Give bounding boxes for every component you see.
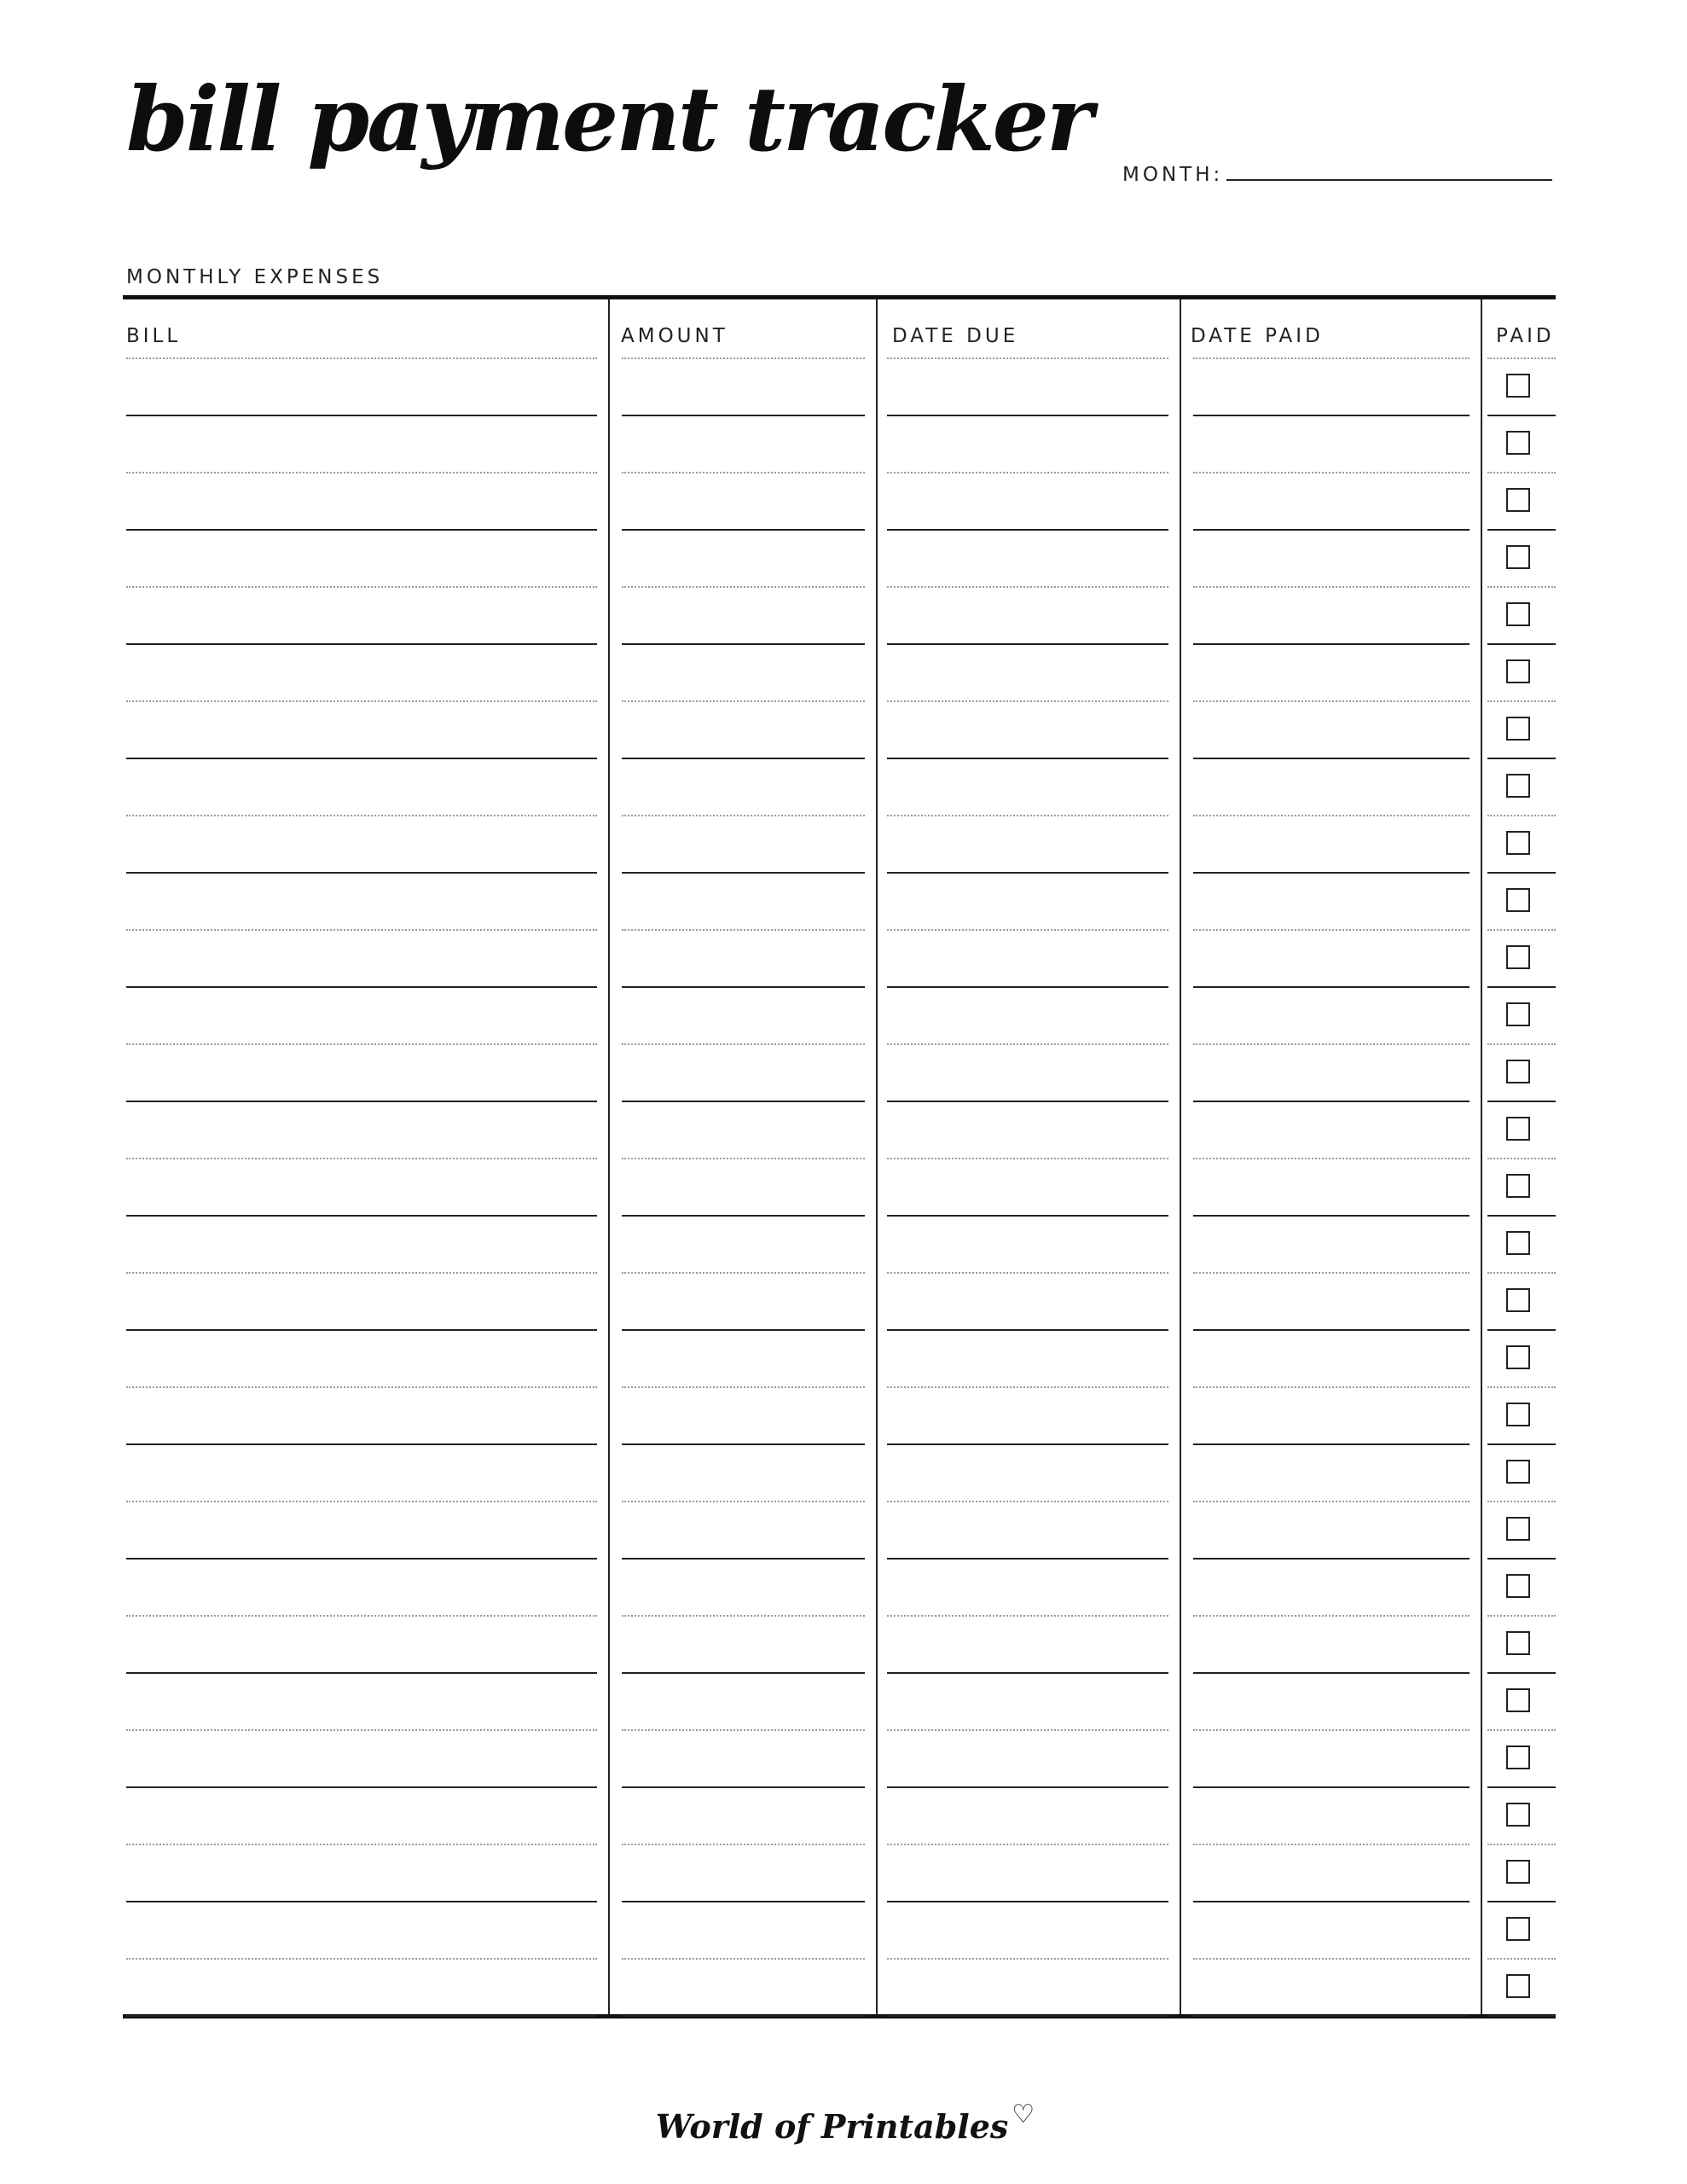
writing-line bbox=[126, 1215, 597, 1217]
dotted-guide-line bbox=[1487, 1615, 1556, 1617]
writing-line bbox=[622, 758, 865, 759]
dotted-guide-line bbox=[126, 700, 597, 702]
paid-checkbox[interactable] bbox=[1506, 1345, 1530, 1369]
dotted-guide-line bbox=[1487, 586, 1556, 588]
writing-line bbox=[1193, 529, 1470, 531]
writing-line bbox=[887, 1672, 1168, 1674]
dotted-guide-line bbox=[1487, 1272, 1556, 1274]
writing-line bbox=[1193, 1901, 1470, 1902]
writing-line bbox=[622, 1786, 865, 1788]
writing-line bbox=[887, 1101, 1168, 1102]
dotted-guide-line bbox=[126, 815, 597, 816]
heart-outline-icon: ♡ bbox=[1012, 2100, 1035, 2129]
writing-line bbox=[622, 1443, 865, 1445]
dotted-guide-line bbox=[1487, 1158, 1556, 1159]
paid-checkbox[interactable] bbox=[1506, 831, 1530, 855]
footer-brand-text: World of Printables bbox=[655, 2107, 1009, 2146]
writing-line bbox=[126, 872, 597, 874]
dotted-guide-line bbox=[1193, 815, 1470, 816]
dotted-guide-line bbox=[1487, 1958, 1556, 1960]
writing-line bbox=[1193, 872, 1470, 874]
writing-line bbox=[622, 1672, 865, 1674]
writing-line bbox=[887, 1329, 1168, 1331]
paid-checkbox[interactable] bbox=[1506, 888, 1530, 912]
writing-line bbox=[1193, 986, 1470, 988]
page-title: bill payment tracker bbox=[126, 67, 1091, 171]
dotted-guide-line bbox=[1193, 1958, 1470, 1960]
dotted-guide-line bbox=[622, 357, 865, 359]
writing-line bbox=[126, 1101, 597, 1102]
paid-checkbox[interactable] bbox=[1506, 659, 1530, 683]
writing-line bbox=[887, 529, 1168, 531]
expenses-table bbox=[123, 295, 1556, 2018]
dotted-guide-line bbox=[126, 1272, 597, 1274]
section-label: MONTHLY EXPENSES bbox=[126, 266, 384, 288]
writing-line bbox=[1487, 2015, 1556, 2017]
writing-line bbox=[1193, 1558, 1470, 1560]
dotted-guide-line bbox=[622, 586, 865, 588]
dotted-guide-line bbox=[126, 1844, 597, 1845]
column-header-paid: PAID bbox=[1496, 325, 1555, 347]
writing-line bbox=[622, 986, 865, 988]
writing-line bbox=[887, 758, 1168, 759]
writing-line bbox=[1193, 1672, 1470, 1674]
dotted-guide-line bbox=[887, 929, 1168, 931]
column-divider bbox=[876, 299, 878, 2014]
writing-line bbox=[622, 1558, 865, 1560]
dotted-guide-line bbox=[126, 586, 597, 588]
writing-line bbox=[887, 2015, 1168, 2017]
paid-checkbox[interactable] bbox=[1506, 1288, 1530, 1312]
writing-line bbox=[887, 986, 1168, 988]
writing-line bbox=[126, 643, 597, 645]
dotted-guide-line bbox=[887, 1272, 1168, 1274]
writing-line bbox=[126, 529, 597, 531]
column-divider bbox=[1481, 299, 1482, 2014]
dotted-guide-line bbox=[887, 1615, 1168, 1617]
writing-line bbox=[126, 1672, 597, 1674]
writing-line bbox=[622, 1215, 865, 1217]
paid-checkbox[interactable] bbox=[1506, 1860, 1530, 1884]
dotted-guide-line bbox=[622, 700, 865, 702]
paid-checkbox[interactable] bbox=[1506, 717, 1530, 741]
paid-checkbox[interactable] bbox=[1506, 1974, 1530, 1998]
dotted-guide-line bbox=[1487, 815, 1556, 816]
writing-line bbox=[887, 1215, 1168, 1217]
paid-checkbox[interactable] bbox=[1506, 1917, 1530, 1941]
dotted-guide-line bbox=[126, 1386, 597, 1388]
dotted-guide-line bbox=[1193, 1501, 1470, 1502]
writing-line bbox=[1193, 1786, 1470, 1788]
dotted-guide-line bbox=[1193, 1272, 1470, 1274]
writing-line bbox=[1487, 1901, 1556, 1902]
writing-line bbox=[1487, 1329, 1556, 1331]
paid-checkbox[interactable] bbox=[1506, 1631, 1530, 1655]
paid-checkbox[interactable] bbox=[1506, 1060, 1530, 1083]
dotted-guide-line bbox=[887, 1501, 1168, 1502]
paid-checkbox[interactable] bbox=[1506, 1117, 1530, 1141]
paid-checkbox[interactable] bbox=[1506, 1174, 1530, 1198]
paid-checkbox[interactable] bbox=[1506, 1803, 1530, 1827]
dotted-guide-line bbox=[622, 1501, 865, 1502]
writing-line bbox=[1193, 415, 1470, 416]
dotted-guide-line bbox=[622, 815, 865, 816]
writing-line bbox=[1487, 986, 1556, 988]
writing-line bbox=[622, 1901, 865, 1902]
paid-checkbox[interactable] bbox=[1506, 774, 1530, 798]
dotted-guide-line bbox=[1487, 1729, 1556, 1731]
writing-line bbox=[622, 2015, 865, 2017]
dotted-guide-line bbox=[1193, 357, 1470, 359]
writing-line bbox=[126, 986, 597, 988]
writing-line bbox=[622, 529, 865, 531]
dotted-guide-line bbox=[1193, 586, 1470, 588]
dotted-guide-line bbox=[1487, 1386, 1556, 1388]
paid-checkbox[interactable] bbox=[1506, 602, 1530, 626]
paid-checkbox[interactable] bbox=[1506, 1745, 1530, 1769]
dotted-guide-line bbox=[622, 1272, 865, 1274]
writing-line bbox=[887, 1443, 1168, 1445]
dotted-guide-line bbox=[887, 1844, 1168, 1845]
writing-line bbox=[126, 1329, 597, 1331]
dotted-guide-line bbox=[622, 1043, 865, 1045]
column-header-amount: AMOUNT bbox=[621, 325, 728, 347]
writing-line bbox=[126, 1786, 597, 1788]
dotted-guide-line bbox=[622, 1615, 865, 1617]
writing-line bbox=[126, 2015, 597, 2017]
dotted-guide-line bbox=[887, 815, 1168, 816]
month-label: MONTH: bbox=[1122, 164, 1224, 186]
dotted-guide-line bbox=[887, 1386, 1168, 1388]
dotted-guide-line bbox=[1193, 1158, 1470, 1159]
writing-line bbox=[1487, 1558, 1556, 1560]
column-header-bill: BILL bbox=[126, 325, 182, 347]
dotted-guide-line bbox=[1487, 1844, 1556, 1845]
dotted-guide-line bbox=[622, 1844, 865, 1845]
dotted-guide-line bbox=[126, 357, 597, 359]
paid-checkbox[interactable] bbox=[1506, 1231, 1530, 1255]
writing-line bbox=[1487, 643, 1556, 645]
writing-line bbox=[1193, 643, 1470, 645]
dotted-guide-line bbox=[1193, 700, 1470, 702]
writing-line bbox=[1487, 1101, 1556, 1102]
writing-line bbox=[1193, 2015, 1470, 2017]
paid-checkbox[interactable] bbox=[1506, 945, 1530, 969]
writing-line bbox=[622, 643, 865, 645]
writing-line bbox=[1193, 1215, 1470, 1217]
column-divider bbox=[1180, 299, 1181, 2014]
writing-line bbox=[1487, 1786, 1556, 1788]
writing-line bbox=[622, 1329, 865, 1331]
column-header-date-paid: DATE PAID bbox=[1191, 325, 1324, 347]
dotted-guide-line bbox=[622, 1958, 865, 1960]
writing-line bbox=[126, 1558, 597, 1560]
dotted-guide-line bbox=[126, 472, 597, 473]
dotted-guide-line bbox=[126, 929, 597, 931]
dotted-guide-line bbox=[622, 1158, 865, 1159]
paid-checkbox[interactable] bbox=[1506, 545, 1530, 569]
paid-checkbox[interactable] bbox=[1506, 431, 1530, 455]
paid-checkbox[interactable] bbox=[1506, 1688, 1530, 1712]
dotted-guide-line bbox=[622, 472, 865, 473]
writing-line bbox=[126, 1443, 597, 1445]
dotted-guide-line bbox=[1193, 472, 1470, 473]
paid-checkbox[interactable] bbox=[1506, 1460, 1530, 1484]
column-header-date-due: DATE DUE bbox=[892, 325, 1019, 347]
dotted-guide-line bbox=[1193, 1615, 1470, 1617]
writing-line bbox=[1487, 1215, 1556, 1217]
dotted-guide-line bbox=[1193, 1043, 1470, 1045]
writing-line bbox=[887, 1786, 1168, 1788]
dotted-guide-line bbox=[887, 1158, 1168, 1159]
writing-line bbox=[887, 415, 1168, 416]
writing-line bbox=[126, 1901, 597, 1902]
writing-line bbox=[887, 643, 1168, 645]
writing-line bbox=[1193, 1101, 1470, 1102]
paid-checkbox[interactable] bbox=[1506, 1517, 1530, 1541]
dotted-guide-line bbox=[126, 1615, 597, 1617]
writing-line bbox=[1193, 1329, 1470, 1331]
writing-line bbox=[887, 1901, 1168, 1902]
dotted-guide-line bbox=[1193, 1844, 1470, 1845]
dotted-guide-line bbox=[1193, 1729, 1470, 1731]
paid-checkbox[interactable] bbox=[1506, 1574, 1530, 1598]
footer-brand bbox=[0, 2100, 1687, 2146]
writing-line bbox=[1193, 1443, 1470, 1445]
writing-line bbox=[622, 415, 865, 416]
dotted-guide-line bbox=[1487, 1043, 1556, 1045]
writing-line bbox=[887, 872, 1168, 874]
dotted-guide-line bbox=[126, 1158, 597, 1159]
dotted-guide-line bbox=[887, 586, 1168, 588]
dotted-guide-line bbox=[622, 929, 865, 931]
writing-line bbox=[887, 1558, 1168, 1560]
paid-checkbox[interactable] bbox=[1506, 374, 1530, 398]
dotted-guide-line bbox=[887, 472, 1168, 473]
month-field[interactable] bbox=[1226, 179, 1552, 181]
dotted-guide-line bbox=[887, 1729, 1168, 1731]
writing-line bbox=[1487, 758, 1556, 759]
dotted-guide-line bbox=[126, 1501, 597, 1502]
writing-line bbox=[126, 758, 597, 759]
writing-line bbox=[622, 872, 865, 874]
writing-line bbox=[1193, 758, 1470, 759]
writing-line bbox=[1487, 1443, 1556, 1445]
dotted-guide-line bbox=[1487, 700, 1556, 702]
dotted-guide-line bbox=[126, 1043, 597, 1045]
writing-line bbox=[1487, 415, 1556, 416]
dotted-guide-line bbox=[887, 1043, 1168, 1045]
dotted-guide-line bbox=[1487, 1501, 1556, 1502]
column-divider bbox=[608, 299, 610, 2014]
dotted-guide-line bbox=[887, 700, 1168, 702]
writing-line bbox=[622, 1101, 865, 1102]
dotted-guide-line bbox=[1487, 472, 1556, 473]
dotted-guide-line bbox=[622, 1386, 865, 1388]
dotted-guide-line bbox=[622, 1729, 865, 1731]
writing-line bbox=[1487, 1672, 1556, 1674]
writing-line bbox=[1487, 872, 1556, 874]
dotted-guide-line bbox=[1487, 929, 1556, 931]
paid-checkbox[interactable] bbox=[1506, 1403, 1530, 1426]
dotted-guide-line bbox=[1193, 1386, 1470, 1388]
dotted-guide-line bbox=[126, 1729, 597, 1731]
dotted-guide-line bbox=[1193, 929, 1470, 931]
writing-line bbox=[126, 415, 597, 416]
paid-checkbox[interactable] bbox=[1506, 488, 1530, 512]
dotted-guide-line bbox=[887, 1958, 1168, 1960]
dotted-guide-line bbox=[126, 1958, 597, 1960]
dotted-guide-line bbox=[1487, 357, 1556, 359]
dotted-guide-line bbox=[887, 357, 1168, 359]
writing-line bbox=[1487, 529, 1556, 531]
paid-checkbox[interactable] bbox=[1506, 1002, 1530, 1026]
